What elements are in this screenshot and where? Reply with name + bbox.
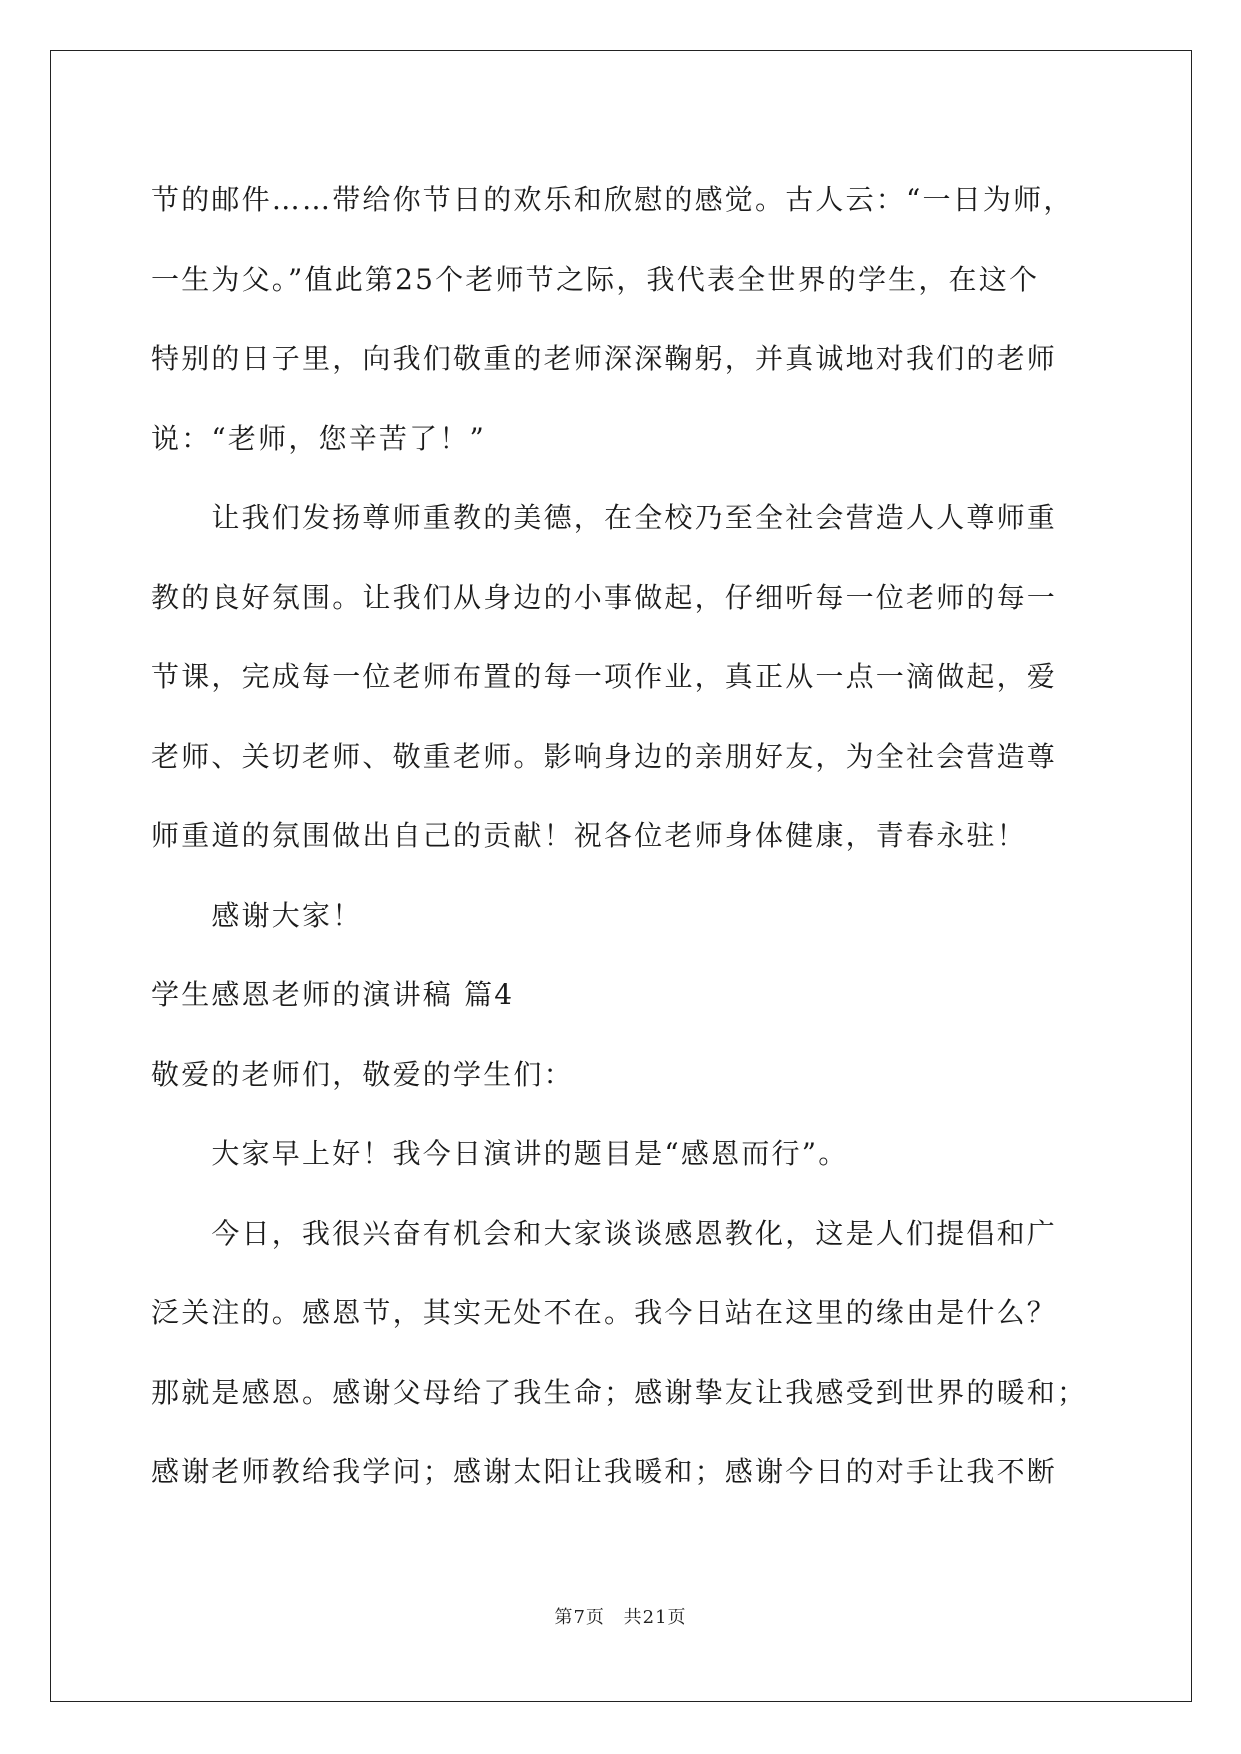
text-line: 说：“老师，您辛苦了！” bbox=[151, 421, 487, 455]
text-line: 感谢大家！ bbox=[151, 898, 363, 932]
document-body bbox=[151, 160, 1091, 1512]
page-footer bbox=[0, 1603, 1241, 1629]
text-line: 节的邮件……带给你节日的欢乐和欣慰的感觉。古人云：“一日为师， bbox=[151, 183, 1074, 216]
text-line: 老师、关切老师、敬重老师。影响身边的亲朋好友，为全社会营造尊 bbox=[151, 739, 1058, 773]
page-number: 第7页 bbox=[554, 1607, 605, 1628]
text-line: 大家早上好！我今日演讲的题目是“感恩而行”。 bbox=[151, 1137, 849, 1170]
page-total: 共21页 bbox=[623, 1607, 687, 1628]
text-line: 一生为父。”值此第25个老师节之际，我代表全世界的学生，在这个 bbox=[151, 262, 1040, 296]
text-line: 节课，完成每一位老师布置的每一项作业，真正从一点一滴做起，爱 bbox=[151, 660, 1058, 693]
section-heading: 学生感恩老师的演讲稿 篇4 bbox=[151, 978, 515, 1011]
salutation: 敬爱的老师们，敬爱的学生们： bbox=[151, 1057, 574, 1091]
text-line: 师重道的氛围做出自己的贡献！祝各位老师身体健康，青春永驻！ bbox=[151, 819, 1027, 852]
text-line: 泛关注的。感恩节，其实无处不在。我今日站在这里的缘由是什么？ bbox=[151, 1296, 1058, 1329]
text-line: 感谢老师教给我学问；感谢太阳让我暖和；感谢今日的对手让我不断 bbox=[151, 1455, 1058, 1488]
text-line: 让我们发扬尊师重教的美德，在全校乃至全社会营造人人尊师重 bbox=[151, 501, 1058, 534]
text-line: 教的良好氛围。让我们从身边的小事做起，仔细听每一位老师的每一 bbox=[151, 580, 1058, 614]
text-line: 那就是感恩。感谢父母给了我生命；感谢挚友让我感受到世界的暖和； bbox=[151, 1375, 1088, 1409]
text-line: 特别的日子里，向我们敬重的老师深深鞠躬，并真诚地对我们的老师 bbox=[151, 342, 1058, 375]
text-line: 今日，我很兴奋有机会和大家谈谈感恩教化，这是人们提倡和广 bbox=[151, 1216, 1058, 1250]
